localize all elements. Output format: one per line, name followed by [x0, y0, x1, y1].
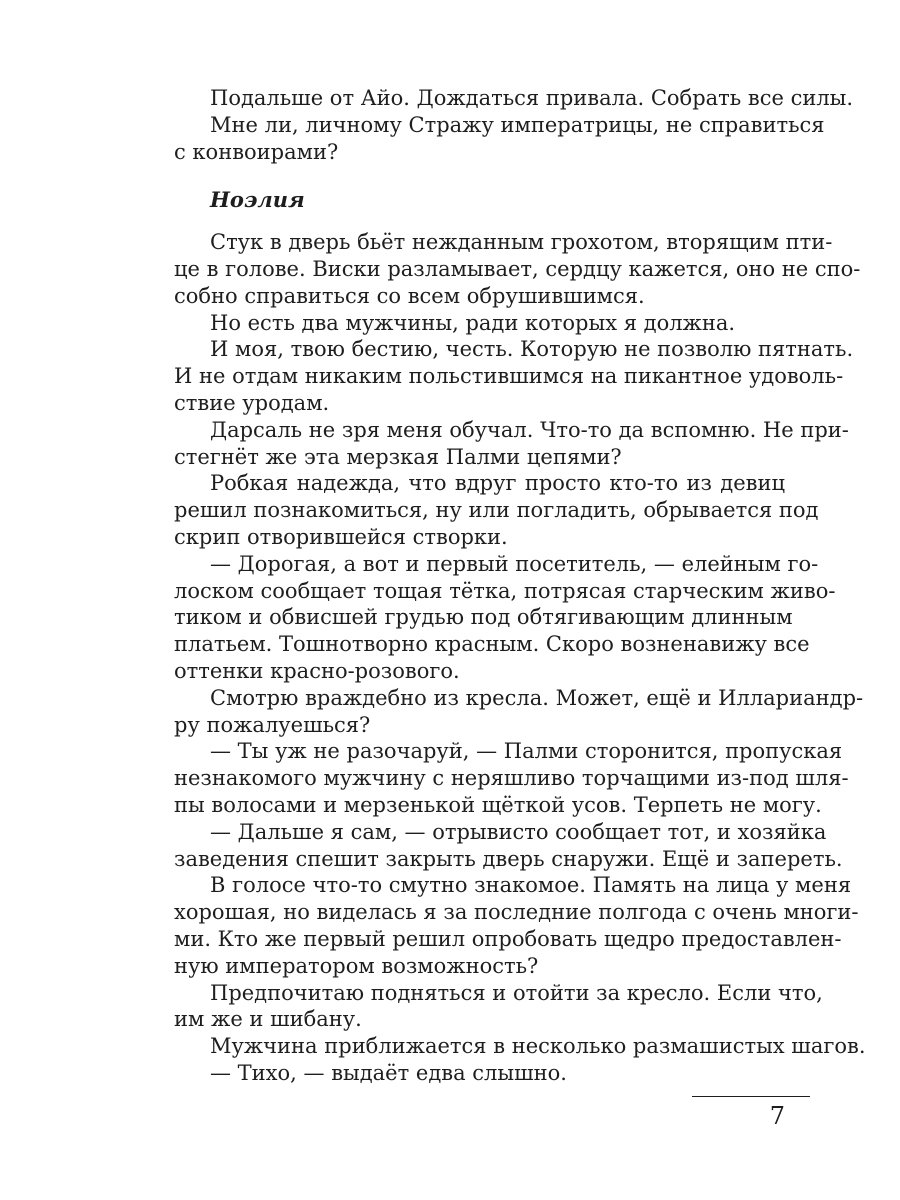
text-line: с конвоирами?: [174, 139, 339, 164]
text-line: Предпочитаю подняться и отойти за кресло. Если что,: [210, 980, 823, 1005]
page-number: 7: [769, 1102, 785, 1130]
text-line: Смотрю враждебно из кресла. Может, ещё и Иллариандр-: [210, 685, 864, 710]
text-line: платьем. Тошнотворно красным. Скоро возненавижу все: [174, 632, 810, 657]
text-line: И не отдам никаким польстившимся на пикантное удоволь-: [174, 364, 844, 389]
text-line: Но есть два мужчины, ради которых я должна.: [210, 310, 736, 335]
footer-rule: [692, 1096, 810, 1097]
text-line: пы волосами и мерзенькой щёткой усов. Терпеть не могу.: [174, 792, 822, 817]
chapter-heading: Ноэлия: [210, 187, 305, 213]
text-line: Стук в дверь бьёт нежданным грохотом, вторящим пти-: [210, 230, 833, 255]
text-line: им же и шибану.: [174, 1007, 362, 1032]
text-line: — Дорогая, а вот и первый посетитель, — елейным го-: [210, 551, 819, 576]
text-section-before-heading: [174, 85, 854, 165]
text-line: ми. Кто же первый решил опробовать щедро предоставлен-: [174, 926, 842, 951]
text-line: ствие уродам.: [174, 390, 330, 415]
text-line: Мужчина приближается в несколько размашистых шагов.: [210, 1034, 866, 1059]
text-line: стегнёт же эта мерзкая Палми цепями?: [174, 444, 622, 469]
text-line: — Тихо, — выдаёт едва слышно.: [210, 1060, 567, 1085]
text-line: ру пожалуешься?: [174, 712, 371, 737]
text-line: Дарсаль не зря меня обучал. Что-то да вспомню. Не при-: [210, 417, 849, 442]
text-line: И моя, твою бестию, честь. Которую не позволю пятнать.: [210, 337, 854, 362]
text-line: собно справиться со всем обрушившимся.: [174, 283, 645, 308]
text-line: оттенки красно-розового.: [174, 658, 460, 683]
text-line: заведения спешит закрыть дверь снаружи. Ещё и запереть.: [174, 846, 843, 871]
text-line: — Ты уж не разочаруй, — Палми сторонится, пропуская: [210, 739, 843, 764]
text-line: незнакомого мужчину с неряшливо торчащими из-под шля-: [174, 766, 849, 791]
text-line: Робкая надежда, что вдруг просто кто-то из девиц: [210, 471, 785, 496]
text-line: це в голове. Виски разламывает, сердцу кажется, оно не спо-: [174, 256, 861, 281]
text-line: Мне ли, личному Стражу императрицы, не справиться: [210, 112, 825, 137]
text-line: Подальше от Айо. Дождаться привала. Собрать все силы.: [210, 86, 854, 110]
text-line: В голосе что-то смутно знакомое. Память на лица у меня: [210, 873, 852, 898]
text-line: решил познакомиться, ну или погладить, обрывается под: [174, 498, 819, 523]
text-line: скрип отворившейся створки.: [174, 524, 508, 549]
text-line: хорошая, но виделась я за последние полгода с очень многи-: [174, 900, 859, 925]
text-line: тиком и обвисшей грудью под обтягивающим длинным: [174, 605, 793, 630]
text-line: ную императором возможность?: [174, 953, 539, 978]
text-section-after-heading: [174, 229, 866, 1087]
body-text: [174, 85, 866, 1087]
text-line: лоском сообщает тощая тётка, потрясая старческим живо-: [174, 578, 836, 603]
text-line: — Дальше я сам, — отрывисто сообщает тот, и хозяйка: [210, 819, 827, 844]
